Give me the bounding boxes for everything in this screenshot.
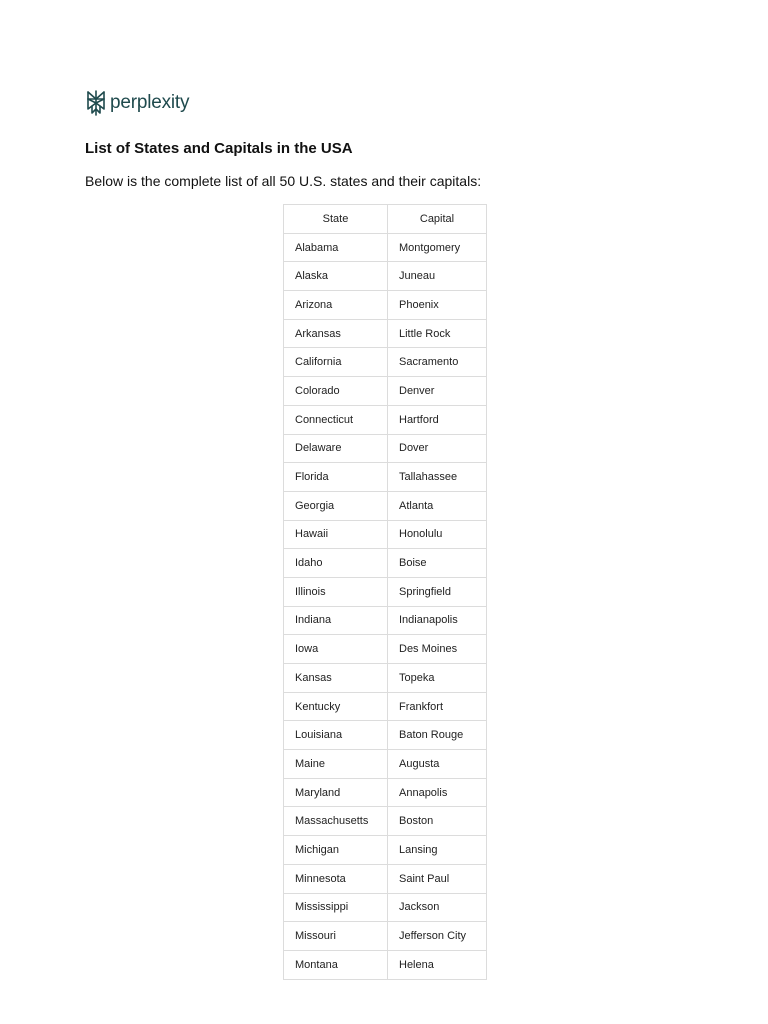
- table-row: [284, 950, 487, 979]
- table-row: [284, 836, 487, 865]
- capital-cell: Little Rock: [388, 319, 487, 348]
- table-row: [284, 807, 487, 836]
- capital-cell: Saint Paul: [388, 864, 487, 893]
- capital-cell: Topeka: [388, 664, 487, 693]
- perplexity-logo-icon: [85, 90, 107, 116]
- table-row: [284, 893, 487, 922]
- table-row: [284, 664, 487, 693]
- table-row: [284, 922, 487, 951]
- capital-cell: Phoenix: [388, 291, 487, 320]
- table-row: [284, 520, 487, 549]
- capital-cell: Boston: [388, 807, 487, 836]
- capital-cell: Hartford: [388, 405, 487, 434]
- table-row: [284, 405, 487, 434]
- state-cell: Iowa: [284, 635, 388, 664]
- state-cell: Alabama: [284, 233, 388, 262]
- state-cell: Michigan: [284, 836, 388, 865]
- table-row: [284, 491, 487, 520]
- capital-cell: Honolulu: [388, 520, 487, 549]
- table-row: [284, 549, 487, 578]
- table-row: [284, 348, 487, 377]
- capital-cell: Augusta: [388, 750, 487, 779]
- brand-logo: [85, 89, 189, 117]
- state-cell: Montana: [284, 950, 388, 979]
- capital-cell: Baton Rouge: [388, 721, 487, 750]
- state-cell: Minnesota: [284, 864, 388, 893]
- table-row: [284, 577, 487, 606]
- state-cell: Missouri: [284, 922, 388, 951]
- table-row: [284, 635, 487, 664]
- state-cell: California: [284, 348, 388, 377]
- document-intro: Below is the complete list of all 50 U.S. states and their capitals:: [85, 173, 482, 189]
- state-cell: Kentucky: [284, 692, 388, 721]
- capital-cell: Sacramento: [388, 348, 487, 377]
- states-capitals-table: [283, 204, 487, 980]
- brand-name: perplexity: [110, 92, 190, 113]
- table-row: [284, 262, 487, 291]
- state-cell: Hawaii: [284, 520, 388, 549]
- table-row: [284, 606, 487, 635]
- state-cell: Connecticut: [284, 405, 388, 434]
- table-row: [284, 864, 487, 893]
- state-cell: Maine: [284, 750, 388, 779]
- state-cell: Colorado: [284, 377, 388, 406]
- column-header-state: State: [284, 205, 388, 234]
- capital-cell: Juneau: [388, 262, 487, 291]
- table-row: [284, 750, 487, 779]
- state-cell: Florida: [284, 463, 388, 492]
- table-row: [284, 434, 487, 463]
- capital-cell: Denver: [388, 377, 487, 406]
- table-row: [284, 319, 487, 348]
- state-cell: Massachusetts: [284, 807, 388, 836]
- capital-cell: Jefferson City: [388, 922, 487, 951]
- state-cell: Arizona: [284, 291, 388, 320]
- capital-cell: Des Moines: [388, 635, 487, 664]
- capital-cell: Boise: [388, 549, 487, 578]
- table-row: [284, 291, 487, 320]
- state-cell: Georgia: [284, 491, 388, 520]
- capital-cell: Annapolis: [388, 778, 487, 807]
- table-row: [284, 721, 487, 750]
- capital-cell: Dover: [388, 434, 487, 463]
- document-title: List of States and Capitals in the USA: [85, 140, 353, 157]
- capital-cell: Tallahassee: [388, 463, 487, 492]
- table-row: [284, 377, 487, 406]
- state-cell: Arkansas: [284, 319, 388, 348]
- state-cell: Delaware: [284, 434, 388, 463]
- table-row: [284, 463, 487, 492]
- capital-cell: Lansing: [388, 836, 487, 865]
- state-cell: Idaho: [284, 549, 388, 578]
- state-cell: Maryland: [284, 778, 388, 807]
- capital-cell: Frankfort: [388, 692, 487, 721]
- state-cell: Alaska: [284, 262, 388, 291]
- capital-cell: Indianapolis: [388, 606, 487, 635]
- capital-cell: Springfield: [388, 577, 487, 606]
- capital-cell: Montgomery: [388, 233, 487, 262]
- table-row: [284, 778, 487, 807]
- state-cell: Kansas: [284, 664, 388, 693]
- table-header-row: [284, 205, 487, 234]
- table-row: [284, 692, 487, 721]
- state-cell: Indiana: [284, 606, 388, 635]
- capital-cell: Helena: [388, 950, 487, 979]
- state-cell: Mississippi: [284, 893, 388, 922]
- capital-cell: Jackson: [388, 893, 487, 922]
- table-body: [284, 233, 487, 979]
- state-cell: Illinois: [284, 577, 388, 606]
- capital-cell: Atlanta: [388, 491, 487, 520]
- state-cell: Louisiana: [284, 721, 388, 750]
- column-header-capital: Capital: [388, 205, 487, 234]
- table-row: [284, 233, 487, 262]
